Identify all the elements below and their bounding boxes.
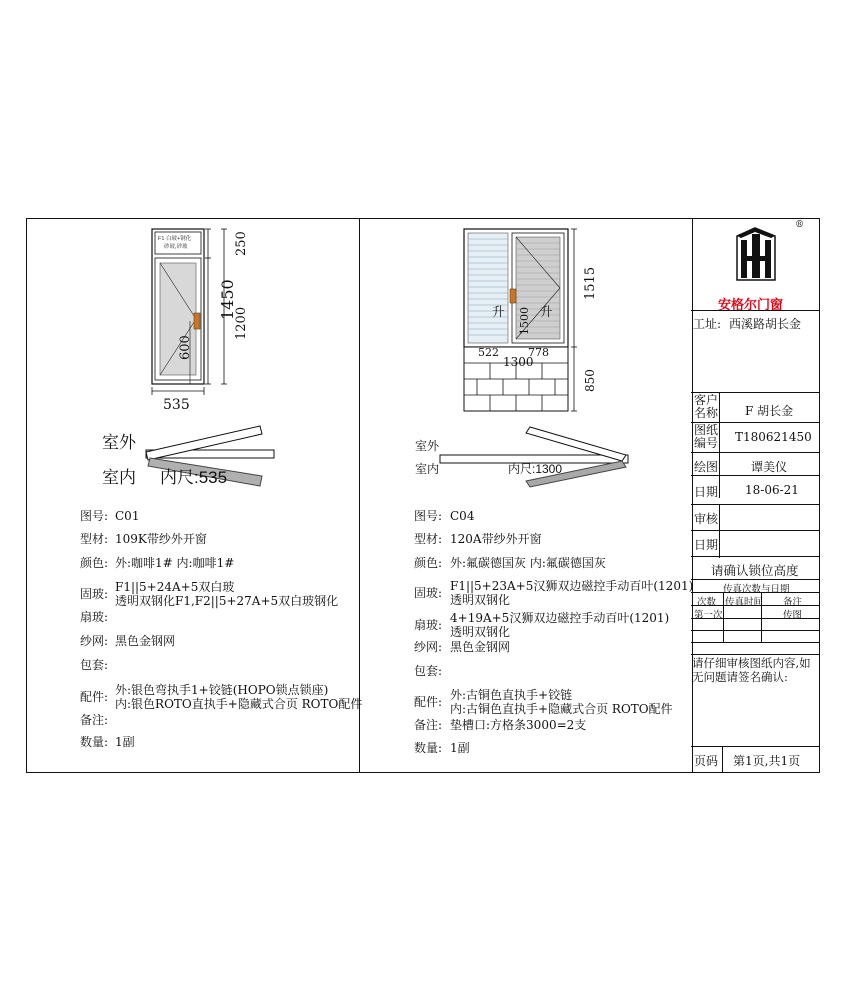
review-date-key: 日期	[694, 538, 719, 552]
fax-col-note: 备注	[783, 597, 803, 608]
left-spec-value-9-0: 1副	[115, 735, 135, 749]
left-spec-key-4: 扇玻:	[80, 610, 109, 624]
right-outside-label: 室外	[415, 439, 440, 453]
left-spec-key-2: 颜色:	[80, 556, 109, 570]
left-spec-key-0: 图号:	[80, 509, 109, 523]
fax-row1-note: 传图	[783, 610, 803, 621]
right-inside-label: 室内	[415, 462, 440, 476]
right-spec-value-8-0: 垫槽口:方格条3000=2支	[450, 718, 587, 732]
date-key: 日期	[694, 485, 719, 499]
sash-mark-1: 升	[492, 304, 505, 319]
divider-left	[359, 219, 360, 772]
customer-key-2: 名称	[694, 406, 719, 420]
right-spec-key-3: 固玻:	[414, 586, 443, 600]
right-spec-key-8: 备注:	[414, 718, 443, 732]
left-spec-value-7-1: 内:银色ROTO直执手+隐藏式合页 ROTO配件	[115, 697, 363, 711]
opening-plan-c01	[140, 420, 280, 500]
left-spec-value-2-0: 外:咖啡1# 内:咖啡1#	[115, 556, 235, 570]
dim-total-width: 1300	[503, 355, 534, 369]
drawer-value: 谭美仪	[751, 460, 788, 474]
left-spec-key-8: 备注:	[80, 713, 109, 727]
dim-left-width: 522	[478, 346, 499, 359]
confirm-note-1: 请仔细审核图纸内容,如	[692, 656, 811, 670]
top-panel-text-1: F1 白玻+钢化	[158, 236, 192, 242]
dim-top: 250	[234, 231, 249, 256]
right-spec-value-0-0: C04	[450, 509, 475, 523]
company-logo-icon	[733, 226, 779, 286]
drawing-no-value: T180621450	[735, 430, 812, 444]
date-value: 18-06-21	[745, 483, 799, 497]
drawing-no-key-2: 编号	[694, 436, 719, 450]
dim-sash: 1500	[518, 307, 531, 335]
dim-width: 535	[163, 397, 190, 413]
right-spec-value-3-1: 透明双钢化	[450, 593, 511, 607]
right-spec-key-0: 图号:	[414, 509, 443, 523]
right-spec-value-7-0: 外:古铜色直执手+铰链	[450, 688, 573, 702]
right-spec-value-4-1: 透明双钢化	[450, 625, 511, 639]
left-inner-dim: 内尺:535	[160, 468, 228, 487]
sash-mark-2: 升	[540, 304, 553, 319]
left-outside-label: 室外	[102, 433, 136, 453]
left-spec-value-5-0: 黑色金钢网	[115, 634, 176, 648]
left-spec-key-3: 固玻:	[80, 587, 109, 601]
right-spec-key-2: 颜色:	[414, 556, 443, 570]
company-name: 安格尔门窗	[718, 298, 784, 313]
dim-handle: 600	[178, 335, 193, 360]
fax-col-count: 次数	[697, 597, 717, 608]
customer-value: F 胡长金	[745, 404, 794, 418]
site-key: 工址:	[693, 317, 722, 331]
site-value: 西溪路胡长金	[729, 317, 802, 331]
title-block	[691, 218, 820, 773]
right-spec-value-4-0: 4+19A+5汉狮双边磁控手动百叶(1201)	[450, 611, 670, 625]
fax-header: 传真次数与日期	[723, 584, 790, 595]
left-spec-key-5: 纱网:	[80, 634, 109, 648]
review-key: 审核	[694, 512, 719, 526]
top-panel-text-2: 砂玻,砂玻	[164, 244, 188, 250]
confirm-note-2: 无问题请签名确认:	[692, 670, 788, 684]
right-spec-key-7: 配件:	[414, 695, 443, 709]
left-spec-value-3-0: F1||5+24A+5双白玻	[115, 580, 235, 594]
right-spec-value-2-0: 外:氟碳德国灰 内:氟碳德国灰	[450, 556, 606, 570]
right-spec-key-9: 数量:	[414, 741, 443, 755]
dim-height: 1515	[583, 266, 598, 300]
right-spec-value-3-0: F1||5+23A+5汉狮双边磁控手动百叶(1201)	[450, 579, 694, 593]
left-spec-key-6: 包套:	[80, 658, 109, 672]
dim-middle: 1200	[234, 306, 249, 340]
left-spec-key-1: 型材:	[80, 532, 109, 546]
right-spec-key-6: 包套:	[414, 664, 443, 678]
left-spec-key-9: 数量:	[80, 735, 109, 749]
dim-wall: 850	[583, 369, 597, 392]
drawer-key: 绘图	[694, 460, 719, 474]
right-spec-value-7-1: 内:古铜色直执手+隐藏式合页 ROTO配件	[450, 702, 673, 716]
registered-mark: ®	[795, 220, 804, 230]
right-spec-key-4: 扇玻:	[414, 618, 443, 632]
dim-total: 1450	[218, 279, 237, 320]
right-spec-value-5-0: 黑色金钢网	[450, 640, 511, 654]
fax-row1-count: 第一次	[694, 610, 723, 621]
right-spec-key-5: 纱网:	[414, 640, 443, 654]
right-inner-dim: 内尺:1300	[508, 462, 563, 476]
left-spec-value-0-0: C01	[115, 509, 140, 523]
left-spec-value-7-0: 外:银色弯执手1+铰链(HOPO锁点锁座)	[115, 683, 329, 697]
fax-col-time: 传真时间	[725, 597, 764, 608]
dim-right-width: 778	[528, 346, 549, 359]
right-spec-value-9-0: 1副	[450, 741, 470, 755]
left-inside-label: 室内	[102, 468, 136, 488]
drawing-no-key-1: 图纸	[694, 423, 719, 437]
lock-notice: 请确认锁位高度	[711, 563, 799, 578]
right-spec-key-1: 型材:	[414, 532, 443, 546]
page-key: 页码	[694, 754, 719, 768]
left-spec-key-7: 配件:	[80, 690, 109, 704]
page-value: 第1页,共1页	[733, 754, 801, 768]
right-spec-value-1-0: 120A带纱外开窗	[450, 532, 542, 546]
left-spec-value-1-0: 109K带纱外开窗	[115, 532, 207, 546]
left-spec-value-3-1: 透明双钢化F1,F2||5+27A+5双白玻钢化	[115, 594, 339, 608]
customer-key-1: 客户	[694, 393, 719, 407]
